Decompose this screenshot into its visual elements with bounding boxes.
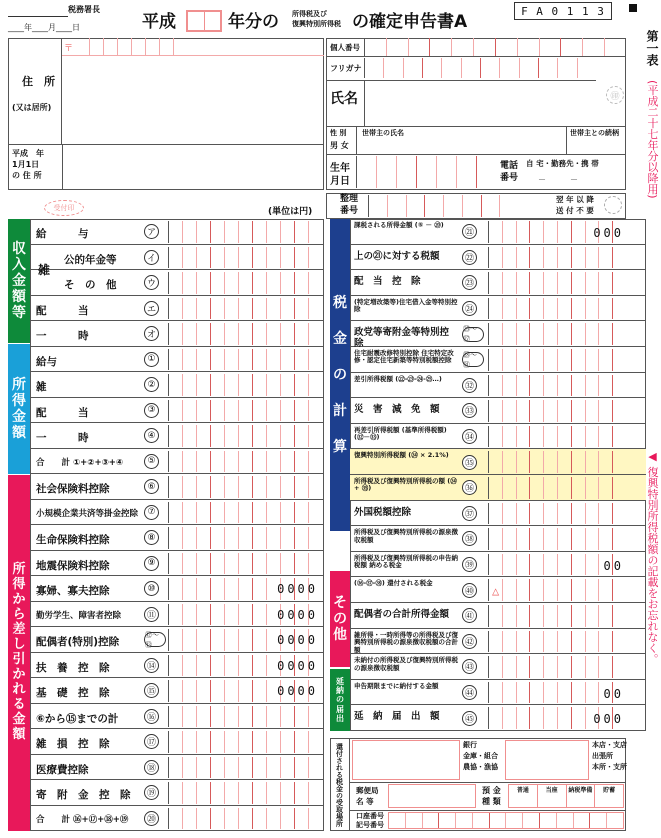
right-row-label: (特定増改築等)住宅借入金等特別控除 (354, 297, 458, 314)
right-row-marker: ㊳ (462, 531, 477, 546)
right-row-16 (350, 603, 646, 629)
right-row-2 (350, 245, 646, 271)
refund-side-label: 還付される税金の受取場所 (330, 738, 350, 831)
branch-name-input[interactable] (505, 740, 589, 780)
deposit-kind-selector[interactable] (508, 784, 624, 808)
form-code: F A 0 1 1 3 (514, 2, 612, 20)
left-row-23 (30, 780, 324, 806)
left-row-amount-input[interactable] (168, 425, 322, 447)
deposit-label-1: 預 金 (482, 786, 501, 795)
name-label: 氏名 (330, 91, 358, 107)
left-row-amount-input[interactable] (168, 808, 322, 830)
left-row-amount-input[interactable] (168, 502, 322, 524)
furigana-input[interactable] (364, 58, 596, 78)
left-row-1 (30, 219, 324, 245)
left-row-marker: ⑨ (144, 556, 159, 571)
left-row-11 (30, 474, 324, 500)
birth-date-label: 生年月日 (330, 163, 350, 187)
right-row-amount-input[interactable] (488, 375, 626, 397)
right-row-label: 住宅耐震改修特別控除 住宅特定改修・認定住宅新築等特別税額控除 (354, 349, 454, 365)
left-row-amount-input[interactable] (168, 553, 322, 575)
left-row-4 (30, 296, 324, 322)
left-row-10 (30, 449, 324, 475)
personal-number-input[interactable] (364, 38, 626, 56)
left-row-marker: ウ (144, 275, 159, 290)
household-head-name-label: 世帯主の氏名 (362, 129, 404, 137)
right-row-marker: ㊴ (462, 557, 477, 572)
prev-address-label-3: の 住 所 (12, 171, 42, 180)
right-row-marker: ㊸ (462, 659, 477, 674)
tax-office-name-line (8, 16, 68, 17)
reception-stamp: 受付印 (44, 200, 84, 216)
deposit-kind-tax-reserve[interactable]: 納税準備 (567, 785, 596, 807)
post-office-label-2: 名 等 (356, 797, 374, 806)
right-row-5 (350, 321, 646, 350)
left-row-12 (30, 500, 324, 526)
left-row-label: 基 礎 控 除 (36, 687, 110, 699)
left-row-amount-input[interactable] (168, 706, 322, 728)
right-row-amount-input[interactable] (488, 605, 626, 627)
right-row-11 (350, 475, 646, 501)
right-row-preprinted-zeros: 000 (593, 225, 624, 240)
left-row-label: 配偶者(特別)控除 (36, 636, 120, 648)
left-row-preprinted-zeros: 0000 (277, 607, 318, 622)
phone-label-1: 電話 (500, 161, 519, 171)
branch-type-3[interactable]: 本所・支所 (592, 763, 627, 771)
left-row-amount-input[interactable] (168, 298, 322, 320)
right-row-amount-input[interactable] (488, 477, 626, 499)
left-row-label: 医療費控除 (36, 763, 89, 776)
left-row-amount-input[interactable] (168, 221, 322, 243)
right-row-8 (350, 398, 646, 424)
name-input[interactable] (364, 80, 596, 126)
left-row-marker: ⑫～⑬ (144, 632, 166, 647)
household-relation-label: 世帯主との続柄 (570, 129, 619, 137)
right-row-preprinted-zeros: 00 (603, 686, 624, 701)
right-row-10 (350, 449, 646, 475)
form-title: の確定申告書A (352, 12, 468, 32)
right-row-marker: ㉓ (462, 275, 477, 290)
tax-small-1: 所得税及び (292, 10, 327, 18)
left-row-label: 合 計 ⑯+⑰+⑱+⑲ (36, 814, 129, 825)
left-row-marker: ⑧ (144, 530, 159, 545)
prev-address-label-2: 1月1日 (12, 160, 40, 169)
right-row-19 (350, 680, 646, 706)
right-row-1 (350, 219, 646, 245)
left-row-5 (30, 321, 324, 347)
no-send-label-1: 翌 年 以 降 (556, 195, 594, 204)
right-row-label: 申告期限までに納付する金額 (354, 681, 439, 690)
left-row-marker: ⑤ (144, 454, 159, 469)
left-row-label: 給与 (36, 355, 57, 368)
right-row-marker: ㊵ (462, 583, 477, 598)
right-row-label: 上の㉑に対する税額 (354, 250, 440, 262)
branch-type-2[interactable]: 出張所 (592, 752, 613, 760)
left-row-label: 給 与 (36, 228, 89, 240)
deposit-label-2: 種 類 (482, 797, 501, 806)
left-row-22 (30, 755, 324, 781)
left-row-marker: ⑳ (144, 811, 159, 826)
left-row-marker: イ (144, 250, 159, 265)
sex-label: 性 別 (330, 129, 347, 137)
left-row-preprinted-zeros: 0000 (277, 684, 318, 698)
left-row-amount-input[interactable] (168, 476, 322, 498)
right-row-label: 配偶者の合計所得金額 (354, 609, 450, 620)
left-row-label: 一 時 (36, 330, 89, 342)
deposit-kind-current[interactable]: 当座 (538, 785, 567, 807)
right-row-marker: ㉘～㉛ (462, 352, 484, 367)
seiri-number-input[interactable] (368, 195, 518, 217)
left-row-preprinted-zeros: 0000 (277, 658, 318, 673)
right-row-amount-input[interactable] (488, 426, 626, 448)
left-row-marker: ⑰ (144, 734, 159, 749)
left-row-amount-input[interactable] (168, 757, 322, 779)
year-suffix: 年分の (228, 12, 279, 32)
left-row-label: 地震保険料控除 (36, 559, 110, 572)
right-row-preprinted-zeros: 00 (603, 558, 624, 573)
right-edge-note: (平成二十七年分以降用) (646, 80, 659, 199)
bank-name-input[interactable] (352, 740, 460, 780)
left-row-marker: ④ (144, 428, 159, 443)
left-row-label: 勤労学生、障害者控除 (36, 610, 122, 621)
right-row-label: 延 納 届 出 額 (354, 711, 440, 723)
left-row-preprinted-zeros: 0000 (277, 633, 318, 647)
left-row-marker: ⑥ (144, 479, 159, 494)
left-row-marker: ⑦ (144, 505, 159, 520)
right-row-15 (350, 577, 646, 603)
right-row-label: 災 害 減 免 額 (354, 404, 440, 416)
right-row-marker: ㉑ (462, 224, 477, 239)
right-row-marker: ㊶ (462, 608, 477, 623)
right-row-label: 課税される所得金額 (⑤ － ⑳) (354, 221, 444, 229)
left-row-15 (30, 576, 324, 602)
right-row-amount-input[interactable] (488, 349, 626, 371)
seal-mark: ㊞ (606, 86, 624, 104)
prev-address-label-1: 平成 年 (12, 149, 44, 158)
left-row-2 (30, 245, 324, 271)
left-row-marker: ⑪ (144, 607, 159, 622)
seiri-label-1: 整理 (340, 194, 359, 204)
right-row-marker: ㊹ (462, 685, 477, 700)
left-row-marker: ① (144, 352, 159, 367)
left-row-19 (30, 678, 324, 704)
post-office-input[interactable] (388, 784, 476, 808)
section-income: 収 入 金 額 等 (8, 219, 30, 343)
left-row-17 (30, 627, 324, 653)
right-row-amount-input[interactable] (488, 656, 626, 678)
section-shotoku: 所 得 金 額 (8, 344, 30, 474)
right-row-14 (350, 552, 646, 578)
left-row-8 (30, 398, 324, 424)
left-row-label: 雑 損 控 除 (36, 738, 110, 750)
left-row-marker: ⑩ (144, 581, 159, 596)
address-sub-label: (又は居所) (12, 103, 52, 112)
birth-date-input[interactable] (356, 156, 496, 188)
sex-options[interactable]: 男 女 (330, 141, 349, 150)
right-edge-reminder: ◀ 復興特別所得税額の記載をお忘れなく。 (646, 450, 659, 665)
section-delay: 延 納 の 届 出 (330, 669, 350, 731)
left-row-amount-input[interactable] (168, 323, 322, 345)
no-send-label-2: 送 付 不 要 (556, 206, 594, 215)
left-row-amount-input[interactable] (168, 731, 322, 753)
right-row-label: 雑所得・一時所得等の所得税及び復興特別所得税の源泉徴収税額の合計額 (354, 630, 458, 654)
left-row-6 (30, 347, 324, 373)
left-row-label: 生命保険料控除 (36, 534, 110, 546)
left-row-marker: ⑮ (144, 683, 159, 698)
left-row-preprinted-zeros: 0000 (277, 582, 318, 596)
address-input[interactable] (64, 58, 322, 142)
tax-office-chief-label: 税務署長 (68, 5, 100, 14)
left-row-24 (30, 806, 324, 832)
right-row-amount-input[interactable] (488, 503, 626, 525)
left-row-amount-input[interactable] (168, 451, 322, 473)
right-row-label: 差引所得税額 (㉒-㉓-㉔-㉕…) (354, 374, 442, 383)
left-row-marker: ③ (144, 403, 159, 418)
right-row-amount-input[interactable] (488, 451, 626, 473)
left-row-label: ⑥から⑮までの計 (36, 712, 119, 725)
right-row-preprinted-zeros: 000 (593, 712, 624, 727)
right-row-marker: ㉞ (462, 429, 477, 444)
right-row-marker: ㉕～㉗ (462, 327, 484, 342)
right-row-amount-input[interactable] (488, 298, 626, 320)
postal-mark: 〒 (64, 44, 74, 54)
tax-small-2: 復興特別所得税 (292, 20, 341, 28)
right-row-marker: ㉜ (462, 378, 477, 393)
right-row-marker: ㊲ (462, 506, 477, 521)
right-row-label: (㊱-㊲-㊳) 還付される税金 (354, 579, 433, 588)
seiri-label-2: 番号 (340, 206, 359, 216)
left-row-label: 社会保険料控除 (36, 483, 110, 495)
unit-label: (単位は円) (268, 207, 313, 217)
account-label-1: 口座番号 (356, 812, 384, 820)
phone-input[interactable]: － － (538, 175, 578, 184)
right-row-amount-input[interactable] (488, 247, 626, 269)
right-row-amount-input[interactable] (488, 528, 626, 550)
right-row-label: 未納付の所得税及び復興特別所得税の源泉徴収税額 (354, 656, 458, 672)
right-row-17 (350, 629, 646, 655)
postal-code-field[interactable] (62, 38, 324, 56)
left-row-marker: エ (144, 301, 159, 316)
right-row-label: 配 当 控 除 (354, 276, 421, 288)
right-row-label: 所得税及び復興特別所得税の源泉徴収税額 (354, 528, 458, 544)
left-row-amount-input[interactable] (168, 782, 322, 804)
deposit-kind-ordinary[interactable]: 普通 (509, 785, 538, 807)
phone-kinds[interactable]: 自 宅・勤務先・携 帯 (526, 159, 599, 168)
left-row-amount-input[interactable] (168, 247, 322, 269)
deposit-kind-savings[interactable]: 貯蓄 (603, 787, 616, 794)
right-row-marker: ㉝ (462, 403, 477, 418)
left-row-9 (30, 423, 324, 449)
left-row-marker: ② (144, 377, 159, 392)
right-row-6 (350, 347, 646, 373)
right-row-3 (350, 270, 646, 296)
right-row-marker: ㉔ (462, 301, 477, 316)
bank-type-3[interactable]: 農協・漁協 (463, 763, 498, 771)
left-row-20 (30, 704, 324, 730)
right-row-13 (350, 526, 646, 552)
left-row-label: 小規模企業共済等掛金控除 (36, 508, 139, 519)
left-row-amount-input[interactable] (168, 374, 322, 396)
left-row-label: 雑 (36, 381, 47, 393)
refund-triangle-mark: △ (492, 584, 503, 599)
post-office-label-1: 郵便局 (356, 786, 379, 795)
left-row-marker: ⑭ (144, 658, 159, 673)
right-row-marker: ㊱ (462, 480, 477, 495)
left-row-18 (30, 653, 324, 679)
left-row-label: 合 計 ①+②+③+④ (36, 457, 124, 468)
left-row-3 (30, 270, 324, 296)
left-row-label: 配 当 (36, 406, 89, 419)
left-row-marker: ⑲ (144, 785, 159, 800)
no-send-checkbox[interactable] (604, 196, 622, 214)
left-row-marker: オ (144, 326, 159, 341)
right-row-marker: ㊷ (462, 634, 477, 649)
left-row-21 (30, 729, 324, 755)
section-tax: 税 金 の 計 算 (330, 219, 350, 531)
left-row-label: 公的年金等 (64, 253, 117, 266)
phone-label-2: 番号 (500, 173, 519, 183)
corner-marker (629, 4, 637, 12)
right-row-amount-input[interactable] (488, 631, 626, 653)
left-row-amount-input[interactable] (168, 400, 322, 422)
right-row-amount-input[interactable] (488, 272, 626, 294)
left-row-marker: ⑱ (144, 760, 159, 775)
address-label: 住 所 (22, 75, 55, 88)
right-row-9 (350, 424, 646, 450)
left-row-label: 寡婦、寡夫控除 (36, 585, 110, 597)
section-deduct: 所 得 か ら 差 し 引 か れ る 金 額 (8, 475, 30, 831)
account-number-input[interactable] (388, 812, 624, 829)
left-row-7 (30, 372, 324, 398)
right-row-12 (350, 501, 646, 527)
submission-date: ____年____月____日 (8, 23, 80, 32)
right-row-20 (350, 705, 646, 731)
left-row-16 (30, 602, 324, 628)
section-other: そ の 他 (330, 571, 350, 667)
left-row-label: 配 当 (36, 304, 89, 317)
personal-number-label: 個人番号 (330, 43, 360, 52)
left-row-14 (30, 551, 324, 577)
right-row-label: 復興特別所得税額 (㉞ × 2.1%) (354, 451, 449, 460)
bank-type-1[interactable]: 銀行 (463, 741, 477, 749)
era-label: 平成 (142, 12, 176, 32)
left-row-label: 扶 養 控 除 (36, 661, 110, 674)
left-row-marker: ⑯ (144, 709, 159, 724)
left-row-amount-input[interactable] (168, 272, 322, 294)
right-edge-label: 第一表 (645, 30, 659, 66)
right-row-amount-input[interactable] (488, 323, 626, 345)
left-row-label: 寄 附 金 控 除 (36, 789, 131, 801)
right-row-label: 再差引所得税額 (基準所得税額) (㉜－㉝) (354, 425, 447, 442)
year-input[interactable] (186, 10, 222, 32)
account-label-2: 記号番号 (356, 821, 384, 829)
right-row-amount-input[interactable] (488, 400, 626, 422)
right-row-label: 外国税額控除 (354, 506, 412, 518)
right-row-7 (350, 373, 646, 399)
right-row-marker: ㊺ (462, 711, 477, 726)
right-row-label: 所得税及び復興特別所得税の額 (㉞ + ㉟) (354, 477, 457, 493)
right-row-marker: ㉒ (462, 250, 477, 265)
right-row-4 (350, 296, 646, 322)
right-row-18 (350, 654, 646, 680)
misc-group-label: 雑 (38, 262, 51, 277)
bank-type-2[interactable]: 金庫・組合 (463, 752, 498, 760)
right-row-marker: ㉟ (462, 455, 477, 470)
left-row-marker: ア (144, 224, 159, 239)
right-row-amount-input[interactable] (488, 579, 626, 601)
left-row-13 (30, 525, 324, 551)
right-row-label: 政党等寄附金等特別控除 (354, 327, 450, 350)
left-row-amount-input[interactable] (168, 349, 322, 371)
left-row-amount-input[interactable] (168, 527, 322, 549)
branch-type-1[interactable]: 本店・支店 (592, 741, 627, 749)
left-row-label: そ の 他 (64, 279, 117, 291)
furigana-label: フリガナ (330, 64, 362, 73)
left-row-label: 一 時 (36, 432, 89, 444)
right-row-label: 所得税及び復興特別所得税の申告納税額 納める税金 (354, 553, 458, 570)
prev-address-input[interactable] (62, 144, 63, 190)
